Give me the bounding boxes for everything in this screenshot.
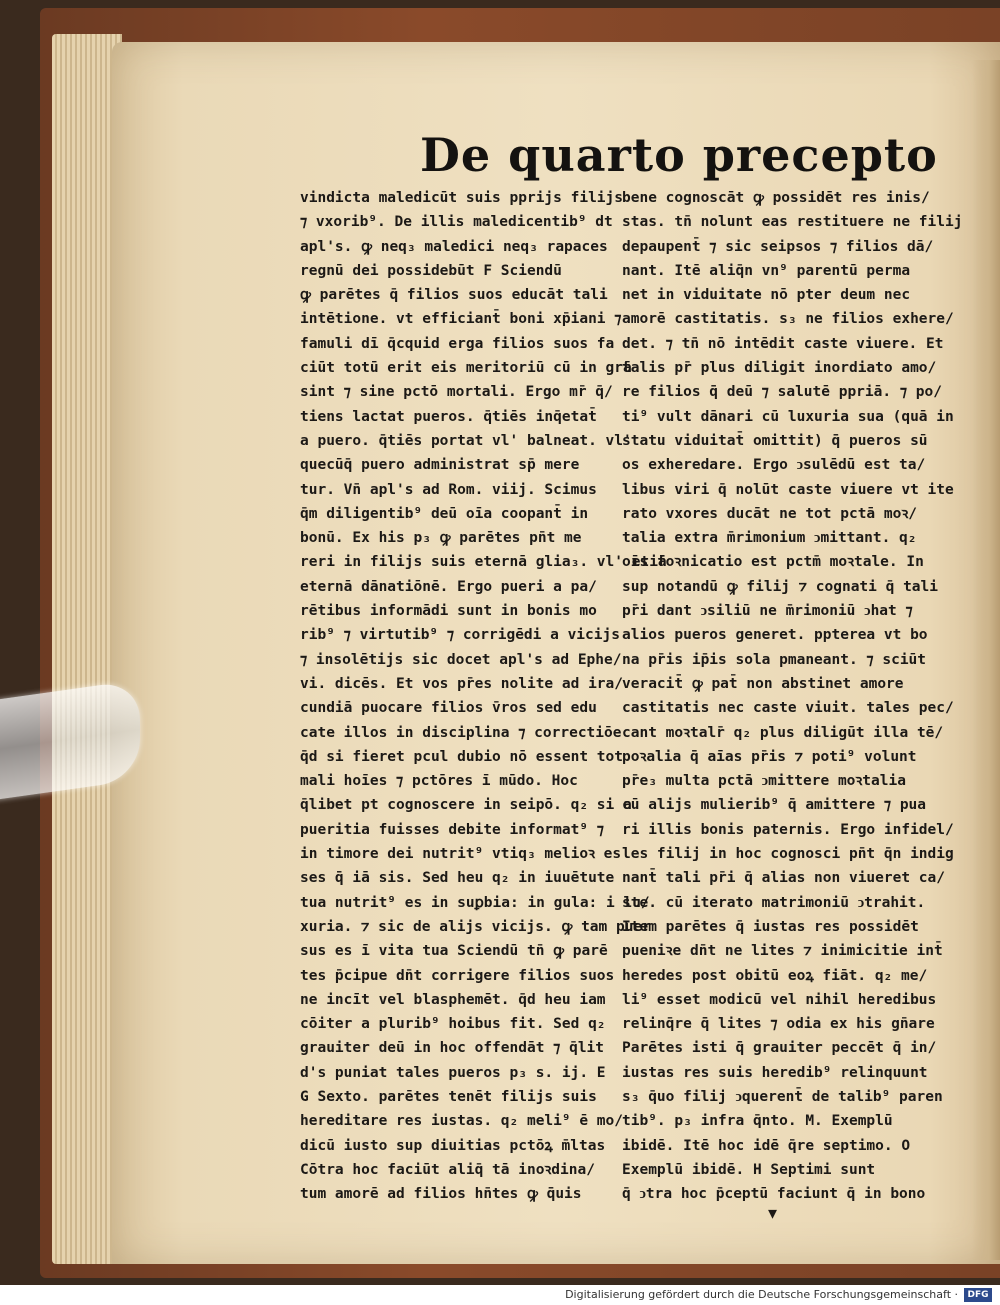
text-line: ne incīt vel blasphemēt. q̄d heu iam bbox=[300, 991, 606, 1008]
text-line: nant̄ tali pr̄i q̄ alias non viueret ca/ bbox=[622, 870, 946, 887]
text-line: Exemplū ibidē. H Septimi sunt bbox=[622, 1161, 876, 1178]
text-line: q̄ ↄtra hoc p̄ceptū faciunt q̄ in bono bbox=[622, 1186, 926, 1203]
text-line: q̄m diligentib⁹ deū oīa coopant̄ in bbox=[300, 505, 589, 522]
text-line: cate illos in disciplina ⁊ correctiōe bbox=[300, 724, 622, 741]
text-line: na pr̄is ip̄is sola pmaneant. ⁊ sciūt bbox=[622, 651, 927, 668]
page-gutter bbox=[972, 60, 1000, 1260]
page-mark: ▾ bbox=[768, 1203, 778, 1224]
text-line: hereditare res iustas. q₂ meli⁹ ē mo/ bbox=[300, 1113, 624, 1130]
text-line: det. ⁊ tn̄ nō intēdit caste viuere. Et bbox=[622, 335, 944, 352]
text-line: ꝙ parētes q̄ filios suos educāt tali bbox=[300, 287, 608, 304]
text-line: pr̄i dant ↄsiliū ne m̄rimoniū ↄhat ⁊ bbox=[622, 603, 913, 620]
text-line: intētione. vt efficiant̄ boni xp̄iani ⁊ bbox=[300, 311, 622, 328]
text-line: quecūq̄ puero administrat sp̄ mere bbox=[300, 457, 580, 474]
text-line: bene cognoscāt ꝙ possidēt res inis/ bbox=[622, 190, 930, 206]
text-line: sup notandū ꝙ filij ⁊ cognati q̄ tali bbox=[622, 578, 938, 595]
text-line: statu viduitat̄ omittit) q̄̄ pueros sū bbox=[622, 432, 928, 449]
text-line: famuli dī q̄cquid erga filios suos fa bbox=[300, 335, 615, 352]
text-line: libus viri q̄ nolūt caste viuere vt ite bbox=[622, 481, 954, 498]
text-line: sint ⁊ sine pctō mortali. Ergo mr̄ q̄/ bbox=[300, 384, 613, 401]
text-line: pueritia fuisses debite informat⁹ ⁊ bbox=[300, 821, 605, 838]
text-line: re filios q̄̄ deū ⁊ salutē ppriā. ⁊ po/ bbox=[622, 384, 942, 401]
text-line: Item parētes q̄ iustas res possidēt bbox=[622, 918, 919, 935]
text-line: nant. Itē aliq̄n vn⁹ parentū perma bbox=[622, 262, 911, 279]
text-column-left bbox=[300, 186, 667, 1206]
text-line: d's puniat tales pueros p₃ s. ij. E bbox=[300, 1064, 606, 1081]
text-line: apl's. ꝙ neq₃ maledici neq₃ rapaces bbox=[300, 238, 608, 255]
text-line: cōiter a plurib⁹ hoibus fit. Sed q₂ bbox=[300, 1016, 606, 1033]
text-line: pr̄e₃ multa pctā ↄmittere moꝛtalia bbox=[622, 773, 906, 790]
text-line: ibidē. Itē hoc idē q̄re septimo. O bbox=[622, 1137, 911, 1154]
text-line: q̄libet pt cognoscere in seipō. q₂ si a bbox=[300, 797, 632, 814]
text-line: bonū. Ex his p₃ ꝙ parētes pn̄t me bbox=[300, 530, 582, 547]
text-line: s₃ q̄uo filij ↄquerent̄ de talib⁹ paren bbox=[622, 1088, 943, 1105]
text-line: q̄d si fieret pcul dubio nō essent tot bbox=[300, 748, 624, 765]
text-line: grauiter deū in hoc offendāt ⁊ q̄lit bbox=[300, 1040, 605, 1057]
text-line: eternā dānatiōnē. Ergo pueri a pa/ bbox=[300, 578, 597, 595]
text-line: veracit̄ ꝙ pat̄ non abstinet amore bbox=[622, 675, 904, 692]
text-line: ⁊ vxorib⁹. De illis maledicentib⁹ dt bbox=[300, 214, 613, 231]
text-line: tua nutrit⁹ es in suꝑbia: in gula: i lu/ bbox=[300, 894, 650, 911]
text-line: ste. cū iterato matrimoniū ↄtrahit. bbox=[622, 894, 926, 911]
text-line: les filij in hoc cognosci pn̄t q̄n indig bbox=[622, 846, 954, 863]
text-line: depaupent̄ ⁊ sic seipsos ⁊ filios dā/ bbox=[622, 238, 934, 255]
text-line: in timore dei nutrit⁹ vtiq₃ melioꝛ es bbox=[300, 846, 622, 863]
text-line: tiens lactat pueros. q̄tiēs inq̄etat̄ bbox=[300, 408, 597, 425]
text-line: Parētes isti q̄̄ grauiter peccēt q̄ in/ bbox=[622, 1040, 937, 1057]
text-line: ti⁹ vult dānari cū luxuria sua (quā in bbox=[622, 408, 954, 425]
text-line: sus es ī vita tua Sciendū tn̄ ꝙ parē bbox=[300, 943, 608, 960]
text-line: rētibus informādi sunt in bonis mo bbox=[300, 603, 597, 620]
text-line: dicū iusto sup diuitias pctōꝝ m̄ltas bbox=[300, 1137, 606, 1154]
text-line: stas. tn̄ nolunt eas restituere ne filij bbox=[622, 214, 963, 231]
text-line: cundiā puocare filios v̄ros sed edu bbox=[300, 700, 597, 717]
text-line: Cōtra hoc faciūt aliq̄ tā inoꝛdina/ bbox=[300, 1161, 595, 1178]
text-line: reri in filijs suis eternā glia₃. vl' etiā bbox=[300, 554, 667, 571]
text-line: G Sexto. parētes tenēt filijs suis bbox=[300, 1088, 597, 1105]
text-line: os exheredare. Ergo ↄsulēdū est ta/ bbox=[622, 457, 926, 474]
text-column-right bbox=[622, 186, 963, 1206]
dfg-logo: DFG bbox=[964, 1288, 992, 1302]
text-line: tes p̄cipue dn̄t corrigere filios suos bbox=[300, 967, 615, 984]
text-line: pueniꝛe dn̄t ne lites ⁊ inimicitie int̄ bbox=[622, 943, 943, 960]
text-line: a puero. q̄tiēs portat vl' balneat. vl' bbox=[300, 432, 632, 449]
footer-bar bbox=[0, 1285, 1000, 1305]
text-line: ri illis bonis paternis. Ergo infidel/ bbox=[622, 821, 954, 838]
text-line: castitatis nec caste viuit. tales pec/ bbox=[622, 700, 954, 717]
text-line: li⁹ esset modicū vel nihil heredibus bbox=[622, 991, 937, 1008]
text-line: relinq̄re q̄̄ lites ⁊ odia ex his gn̄are bbox=[622, 1016, 935, 1033]
text-line: alios pueros generet. ppterea vt bo bbox=[622, 627, 928, 644]
text-line: amorē castitatis. s₃ ne filios exhere/ bbox=[622, 311, 954, 328]
text-line: rib⁹ ⁊ virtutib⁹ ⁊ corrigēdi a vicijs bbox=[300, 627, 620, 644]
text-line: cū alijs mulierib⁹ q̄̄ amittere ⁊ pua bbox=[622, 797, 927, 814]
text-line: tur. Vn̄ apl's ad Rom. viij. Scimus bbox=[300, 481, 597, 498]
text-line: cant moꝛtalr̄ q₂ plus diligūt illa tē/ bbox=[622, 724, 944, 741]
text-line: talia extra m̄rimonium ↄmittant. q₂ bbox=[622, 530, 917, 547]
text-line: tib⁹. p₃ infra q̄nto. M. Exemplū bbox=[622, 1113, 893, 1130]
text-line: talis pr̄ plus diligit inordiato amo/ bbox=[622, 360, 937, 377]
text-line: heredes post obitū eoꝝ fiāt. q₂ me/ bbox=[622, 967, 928, 984]
text-line: xuria. ⁊ sic de alijs vicijs. ꝙ tam puer bbox=[300, 918, 651, 935]
text-line: oīs foꝛnicatio est pctm̄ moꝛtale. In bbox=[622, 554, 924, 571]
text-line: rato vxores ducāt ne tot pctā moꝛ/ bbox=[622, 505, 917, 522]
footer-text: Digitalisierung gefördert durch die Deutsche Forschungsgemeinschaft · bbox=[565, 1288, 958, 1301]
text-line: vindicta maledicūt suis pprijs filijs bbox=[300, 190, 624, 206]
text-line: vi. dicēs. Et vos pr̄es nolite ad ira/ bbox=[300, 675, 624, 692]
text-line: ⁊ insolētijs sic docet apl's ad Ephe/ bbox=[300, 651, 622, 668]
text-line: ciūt totū erit eis meritoriū cū in grā bbox=[300, 360, 632, 377]
text-line: ses q̄̄ iā sis. Sed heu q₂ in iuuētute bbox=[300, 870, 615, 887]
text-line: mali hoīes ⁊ pctōres ī mūdo. Hoc bbox=[300, 773, 578, 790]
text-line: iustas res suis heredib⁹ relinquunt bbox=[622, 1064, 928, 1081]
text-line: net in viduitate nō pter deum nec bbox=[622, 287, 911, 304]
text-line: regnū dei possidebūt F Sciendū bbox=[300, 262, 562, 279]
text-line: poꝛalia q̄̄ aīas pr̄is ⁊ poti⁹ volunt bbox=[622, 748, 917, 765]
text-line: tum amorē ad filios hn̄tes ꝙ q̄̄uis bbox=[300, 1186, 582, 1203]
page-title: De quarto precepto bbox=[420, 128, 938, 182]
